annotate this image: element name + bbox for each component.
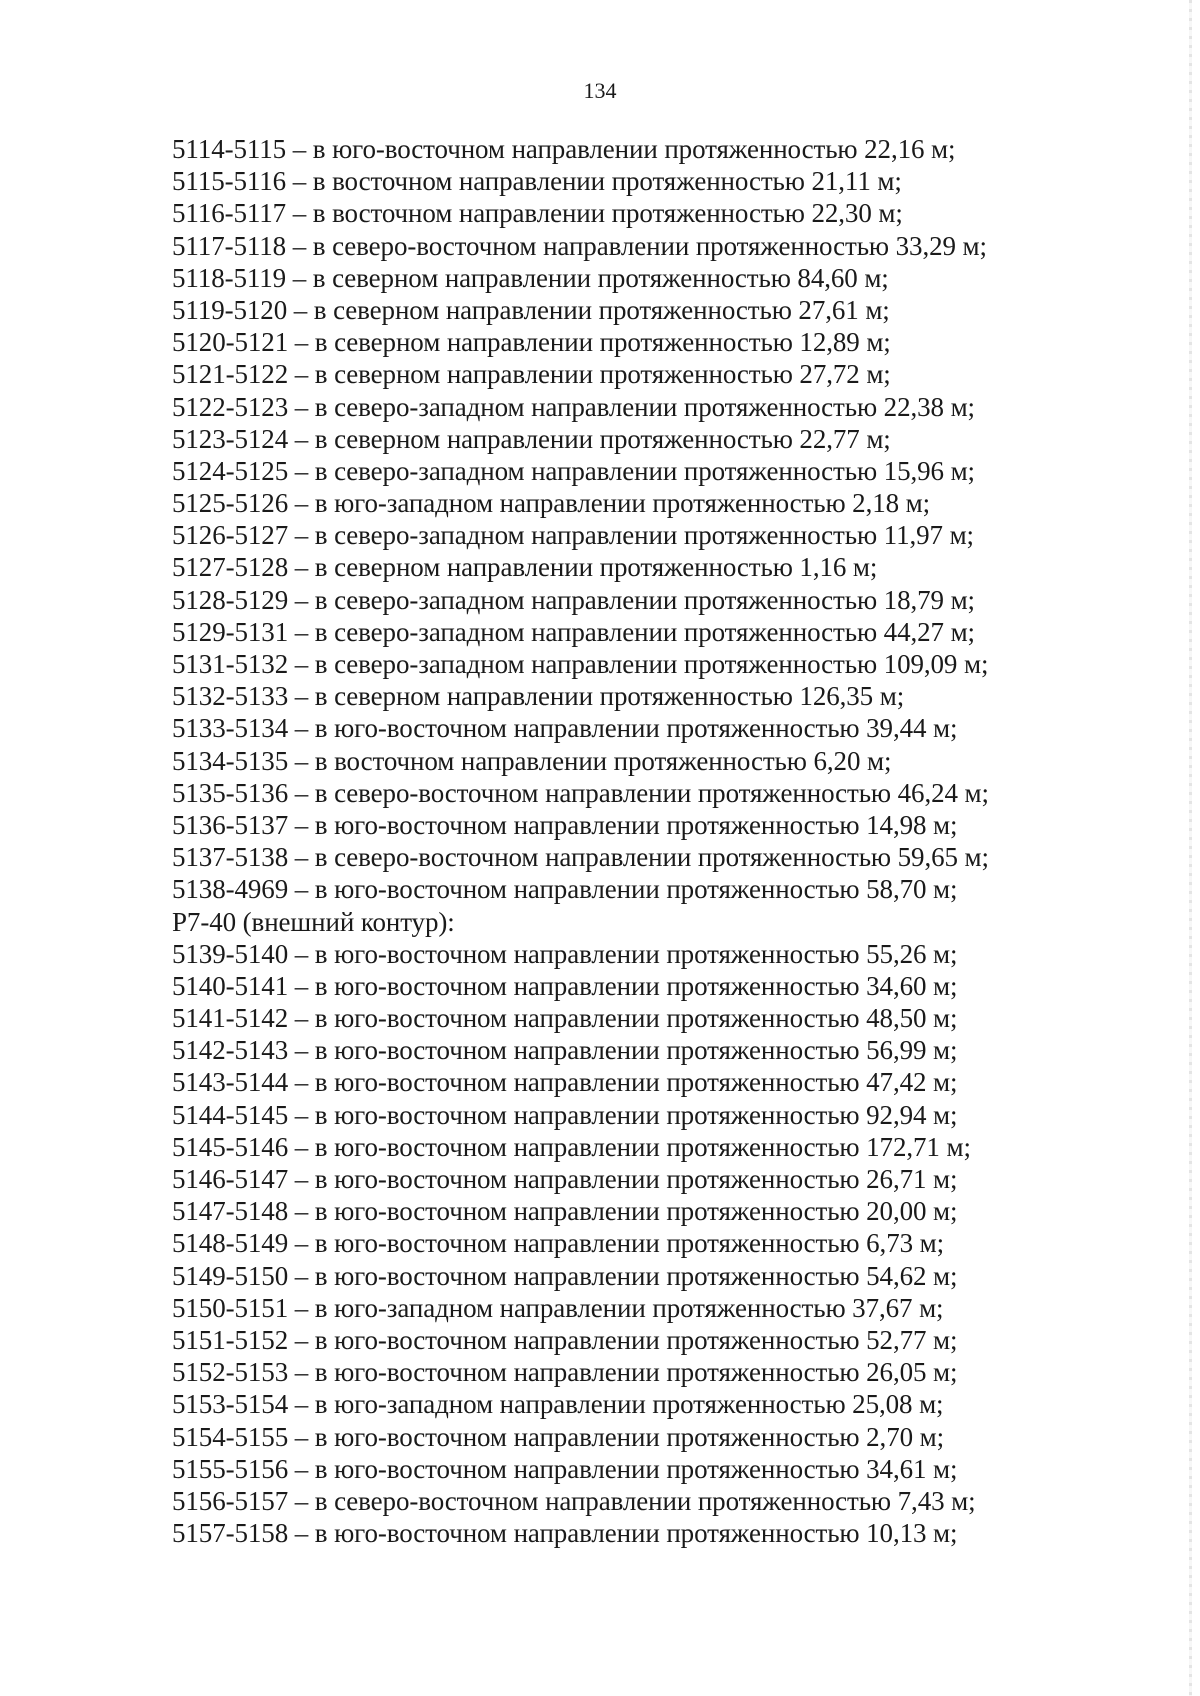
text-line: 5128-5129 – в северо-западном направлении протяженностью 18,79 м; [172, 584, 975, 615]
text-line: 5144-5145 – в юго-восточном направлении протяженностью 92,94 м; [172, 1099, 958, 1130]
text-line: 5153-5154 – в юго-западном направлении протяженностью 25,08 м; [172, 1389, 944, 1420]
text-line: 5156-5157 – в северо-восточном направлении протяженностью 7,43 м; [172, 1485, 976, 1516]
text-line: 5132-5133 – в северном направлении протяженностью 126,35 м; [172, 681, 905, 712]
text-line: 5147-5148 – в юго-восточном направлении протяженностью 20,00 м; [172, 1196, 958, 1227]
text-line: 5114-5115 – в юго-восточном направлении протяженностью 22,16 м; [172, 134, 956, 164]
text-line: 5136-5137 – в юго-восточном направлении протяженностью 14,98 м; [172, 809, 958, 840]
text-line: 5140-5141 – в юго-восточном направлении протяженностью 34,60 м; [172, 970, 958, 1001]
text-line: 5152-5153 – в юго-восточном направлении протяженностью 26,05 м; [172, 1357, 958, 1388]
text-line: 5134-5135 – в восточном направлении протяженностью 6,20 м; [172, 745, 892, 776]
text-line: 5116-5117 – в восточном направлении протяженностью 22,30 м; [172, 198, 903, 229]
text-line: 5146-5147 – в юго-восточном направлении протяженностью 26,71 м; [172, 1164, 958, 1194]
text-line: 5115-5116 – в восточном направлении протяженностью 21,11 м; [172, 166, 902, 197]
text-line: 5123-5124 – в северном направлении протяженностью 22,77 м; [172, 423, 891, 454]
section-heading: Р7-40 (внешний контур): [172, 906, 455, 937]
text-line: 5139-5140 – в юго-восточном направлении протяженностью 55,26 м; [172, 938, 958, 969]
text-line: 5117-5118 – в северо-восточном направлении протяженностью 33,29 м; [172, 230, 987, 261]
text-line: 5142-5143 – в юго-восточном направлении протяженностью 56,99 м; [172, 1035, 958, 1066]
text-line: 5137-5138 – в северо-восточном направлении протяженностью 59,65 м; [172, 842, 989, 873]
text-line: 5143-5144 – в юго-восточном направлении протяженностью 47,42 м; [172, 1067, 958, 1098]
text-line: 5141-5142 – в юго-восточном направлении протяженностью 48,50 м; [172, 1003, 958, 1034]
text-line: 5131-5132 – в северо-западном направлении протяженностью 109,09 м; [172, 649, 989, 679]
text-line: 5125-5126 – в юго-западном направлении протяженностью 2,18 м; [172, 488, 931, 519]
text-line: 5121-5122 – в северном направлении протяженностью 27,72 м; [172, 359, 891, 390]
text-line: 5148-5149 – в юго-восточном направлении протяженностью 6,73 м; [172, 1228, 945, 1259]
text-line: 5126-5127 – в северо-западном направлении протяженностью 11,97 м; [172, 520, 974, 551]
text-line: 5151-5152 – в юго-восточном направлении протяженностью 52,77 м; [172, 1324, 958, 1355]
text-line: 5124-5125 – в северо-западном направлении протяженностью 15,96 м; [172, 455, 975, 486]
scan-edge-streak [1189, 0, 1192, 1696]
text-line: 5135-5136 – в северо-восточном направлении протяженностью 46,24 м; [172, 777, 989, 808]
boundary-description-list [172, 133, 1072, 1549]
text-line: 5157-5158 – в юго-восточном направлении протяженностью 10,13 м; [172, 1518, 958, 1549]
text-line: 5127-5128 – в северном направлении протяженностью 1,16 м; [172, 552, 878, 583]
text-line: 5119-5120 – в северном направлении протяженностью 27,61 м; [172, 294, 890, 325]
text-line: 5133-5134 – в юго-восточном направлении протяженностью 39,44 м; [172, 713, 958, 744]
text-line: 5145-5146 – в юго-восточном направлении протяженностью 172,71 м; [172, 1131, 971, 1162]
page-number: 134 [583, 78, 617, 103]
text-line: 5149-5150 – в юго-восточном направлении протяженностью 54,62 м; [172, 1260, 958, 1291]
text-line: 5129-5131 – в северо-западном направлении протяженностью 44,27 м; [172, 616, 975, 647]
text-line: 5122-5123 – в северо-западном направлении протяженностью 22,38 м; [172, 391, 975, 422]
text-line: 5120-5121 – в северном направлении протяженностью 12,89 м; [172, 327, 891, 358]
text-line: 5154-5155 – в юго-восточном направлении протяженностью 2,70 м; [172, 1421, 945, 1452]
text-line: 5118-5119 – в северном направлении протяженностью 84,60 м; [172, 262, 889, 293]
text-line: 5150-5151 – в юго-западном направлении протяженностью 37,67 м; [172, 1292, 944, 1323]
text-line: 5155-5156 – в юго-восточном направлении протяженностью 34,61 м; [172, 1453, 958, 1484]
text-line: 5138-4969 – в юго-восточном направлении протяженностью 58,70 м; [172, 874, 958, 905]
